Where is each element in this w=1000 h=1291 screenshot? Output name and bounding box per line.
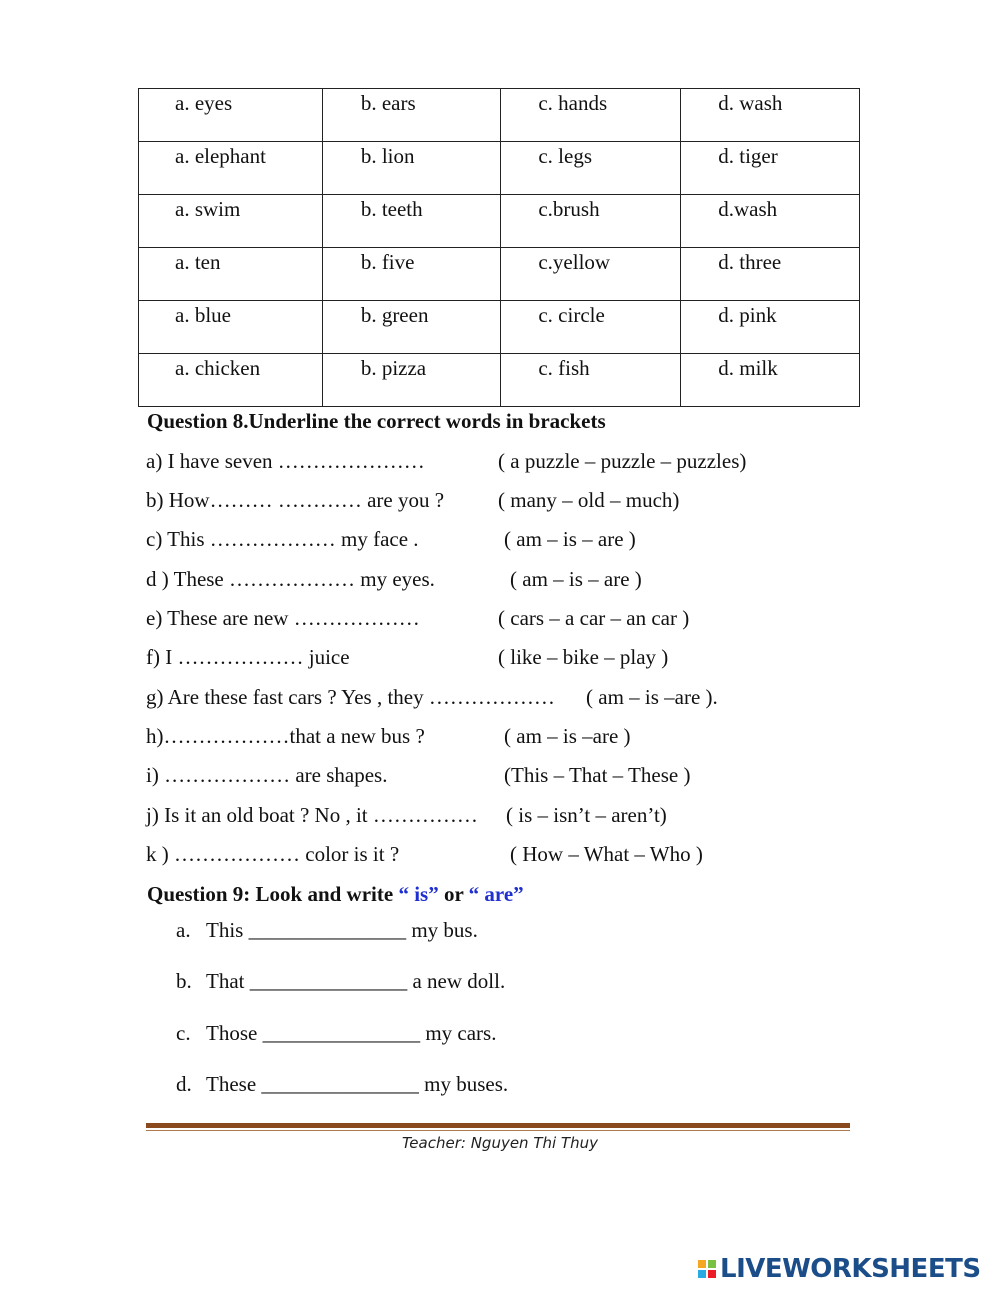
table-row [139,89,860,142]
q8-item-j [146,803,667,828]
table-cell: c. circle [538,303,605,327]
q8-item-options[interactable]: ( am – is – are ) [510,567,642,591]
q8-item-options[interactable]: ( many – old – much) [498,488,680,512]
q8-item-g [146,685,718,710]
table-cell: a. chicken [175,356,261,380]
table-cell: b. five [360,250,415,274]
liveworksheets-icon [698,1260,716,1278]
vocabulary-table [138,88,860,407]
q9-word-are: “ are” [468,882,524,906]
teacher-credit: Teacher: Nguyen Thi Thuy [402,1134,598,1152]
q9-item-b[interactable] [176,969,505,994]
question-9-title: Question 9: Look and write “ is” or “ are” [147,882,524,906]
table-row [139,142,860,195]
q9-item-c[interactable] [176,1021,496,1046]
q8-item-text: f) I ……………… juice [146,645,350,669]
q8-item-text: d ) These ……………… my eyes. [146,567,435,591]
q8-item-i [146,763,691,788]
liveworksheets-logo [698,1254,981,1284]
q9-item-label: d. [176,1072,192,1096]
footer-divider [146,1123,850,1128]
footer-divider-thin [146,1130,850,1131]
q8-item-text: c) This ……………… my face . [146,527,419,551]
table-row [139,301,860,354]
q8-item-text: e) These are new ……………… [146,606,420,630]
question-8-title: Question 8.Underline the correct words in brackets [147,409,606,433]
q8-item-k [146,842,703,867]
table-cell: d. tiger [718,144,778,168]
q8-item-text: g) Are these fast cars ? Yes , they ……………… [146,685,555,709]
table-cell: b. lion [360,144,415,168]
table-cell: a. swim [175,197,241,221]
q8-item-options[interactable]: ( am – is –are ) [504,724,631,748]
q8-item-text: j) Is it an old boat ? No , it …………… [146,803,478,827]
table-cell: a. elephant [175,144,266,168]
q8-item-options[interactable]: ( like – bike – play ) [498,645,669,669]
table-cell: c. fish [538,356,590,380]
table-cell: c.yellow [538,250,611,274]
q8-item-options[interactable]: ( am – is –are ). [586,685,718,709]
table-cell: c. hands [538,91,608,115]
table-cell: b. green [360,303,429,327]
table-cell: a. ten [175,250,221,274]
q9-word-is: “ is” [398,882,439,906]
table-cell: c.brush [538,197,600,221]
q8-item-a [146,449,747,474]
q8-item-h [146,724,631,749]
table-cell: b. pizza [360,356,427,380]
q9-item-text: That _______________ a new doll. [206,969,506,993]
table-cell: c. legs [538,144,593,168]
q8-item-text: a) I have seven ………………… [146,449,425,473]
q8-item-c [146,527,636,552]
q9-item-label: a. [176,918,191,942]
q9-item-label: b. [176,969,192,993]
table-cell: b. teeth [360,197,423,221]
q8-item-b [146,488,680,513]
q9-item-text: These _______________ my buses. [206,1072,509,1096]
table-cell: d. pink [718,303,777,327]
q9-item-text: This _______________ my bus. [206,918,478,942]
table-cell: a. eyes [175,91,233,115]
q8-item-text: k ) ……………… color is it ? [146,842,400,866]
q8-item-d [146,567,642,592]
q8-item-options[interactable]: ( cars – a car – an car ) [498,606,690,630]
table-cell: d.wash [718,197,778,221]
q8-item-options[interactable]: ( is – isn’t – aren’t) [506,803,667,827]
brand-name: LIVEWORKSHEETS [720,1254,981,1284]
table-row [139,248,860,301]
table-cell: d. milk [718,356,778,380]
table-cell: a. blue [175,303,231,327]
table-row [139,354,860,407]
q9-item-text: Those _______________ my cars. [206,1021,497,1045]
table-cell: d. three [718,250,782,274]
q8-item-text: h)………………that a new bus ? [146,724,425,748]
q9-item-a[interactable] [176,918,478,943]
table-row [139,195,860,248]
q8-item-options[interactable]: (This – That – These ) [504,763,691,787]
q8-item-e [146,606,690,631]
q8-item-options[interactable]: ( a puzzle – puzzle – puzzles) [498,449,747,473]
q8-item-options[interactable]: ( How – What – Who ) [510,842,703,866]
table-cell: b. ears [360,91,416,115]
q9-item-label: c. [176,1021,191,1045]
q8-item-options[interactable]: ( am – is – are ) [504,527,636,551]
q8-item-text: b) How……… ………… are you ? [146,488,445,512]
q8-item-f [146,645,669,670]
table-cell: d. wash [718,91,783,115]
q8-item-text: i) ……………… are shapes. [146,763,388,787]
q9-item-d[interactable] [176,1072,508,1097]
